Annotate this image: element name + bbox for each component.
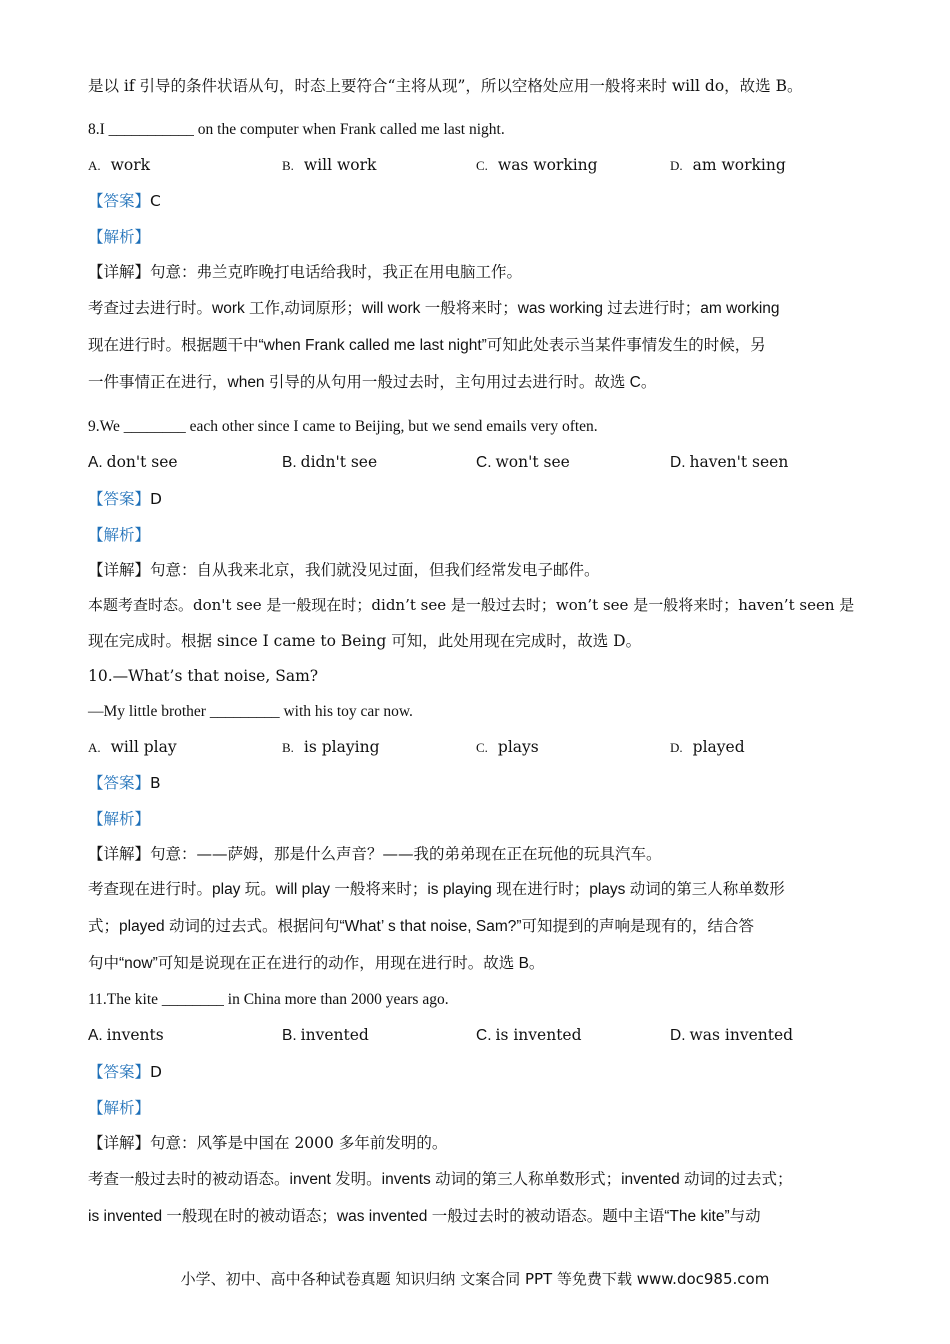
option-d[interactable] (670, 738, 745, 756)
option-text: didn't see (300, 453, 378, 471)
question-10-line-2: —My little brother _________ with his toy car now. (88, 703, 413, 720)
detail-text: 句意：风筝是中国在 2000 多年前发明的。 (150, 1134, 448, 1152)
option-d[interactable] (670, 156, 786, 174)
option-d[interactable] (670, 453, 788, 472)
option-text: invented (300, 1026, 369, 1044)
detail-q11 (88, 1133, 447, 1153)
analysis-label: 【解析】 (88, 1099, 151, 1117)
option-letter: B. (282, 158, 294, 173)
option-a[interactable] (88, 156, 150, 174)
option-text: plays (497, 738, 539, 756)
detail-q8 (88, 262, 522, 282)
detail-text: 句意：弗兰克昨晚打电话给我时，我正在用电脑工作。 (150, 263, 523, 281)
option-b[interactable] (282, 738, 380, 756)
option-letter: D. (670, 158, 683, 173)
detail-label: 【详解】 (88, 263, 151, 281)
explanation-line: 考查现在进行时。play 玩。will play 一般将来时；is playing 现在进行时；plays 动词的第三人称单数形 (88, 881, 785, 898)
answer-label: 【答案】 (88, 774, 151, 792)
answer-q10 (88, 773, 161, 793)
question-10-line-1 (88, 666, 318, 686)
explanation-line: 现在完成时。根据 since I came to Being 可知，此处用现在完成时，故选 D。 (88, 632, 642, 650)
option-letter: A. (88, 454, 103, 471)
option-letter: B. (282, 454, 297, 471)
option-c[interactable] (476, 1026, 582, 1045)
option-text: won't see (495, 453, 570, 471)
option-text: played (692, 738, 745, 756)
explanation-line: 现在进行时。根据题干中“when Frank called me last night”可知此处表示当某件事情发生的时候，另 (88, 337, 766, 354)
option-text: is playing (303, 738, 380, 756)
answer-value: B (150, 774, 161, 792)
explanation-line: is invented 一般现在时的被动语态；was invented 一般过去时的被动语态。题中主语“The kite”与动 (88, 1208, 761, 1225)
option-c[interactable] (476, 156, 598, 174)
detail-text: 句意：自从我来北京，我们就没见过面，但我们经常发电子邮件。 (150, 561, 600, 579)
option-letter: B. (282, 740, 294, 755)
question-8: 8.I ___________ on the computer when Frank called me last night. (88, 121, 505, 138)
detail-text: 句意：——萨姆，那是什么声音？——我的弟弟现在正在玩他的玩具汽车。 (150, 845, 662, 863)
option-text: am working (692, 156, 786, 174)
intro-line: 是以 if 引导的条件状语从句，时态上要符合“主将从现”，所以空格处应用一般将来时 will do，故选 B。 (88, 77, 803, 95)
option-text: don't see (106, 453, 178, 471)
option-letter: C. (476, 740, 488, 755)
option-text: is invented (495, 1026, 582, 1044)
option-letter: D. (670, 740, 683, 755)
options-q10 (88, 738, 868, 760)
option-letter: A. (88, 740, 101, 755)
option-text: work (110, 156, 151, 174)
option-text: was invented (689, 1026, 794, 1044)
option-letter: D. (670, 454, 686, 471)
options-q11 (88, 1026, 868, 1048)
option-a[interactable] (88, 453, 178, 472)
question-11: 11.The kite ________ in China more than 2000 years ago. (88, 991, 449, 1008)
explanation-line: 一件事情正在进行，when 引导的从句用一般过去时，主句用过去进行时。故选 C。 (88, 374, 657, 391)
option-letter: A. (88, 1027, 103, 1044)
explanation-line: 考查一般过去时的被动语态。invent 发明。invents 动词的第三人称单数形式；invented 动词的过去式； (88, 1171, 793, 1188)
option-c[interactable] (476, 738, 539, 756)
option-c[interactable] (476, 453, 570, 472)
option-d[interactable] (670, 1026, 793, 1045)
explanation-line: 句中“now”可知是说现在正在进行的动作，用现在进行时。故选 B。 (88, 955, 545, 972)
answer-q8 (88, 191, 161, 211)
detail-q10 (88, 844, 662, 864)
option-b[interactable] (282, 453, 377, 472)
analysis-label: 【解析】 (88, 810, 151, 828)
option-letter: B. (282, 1027, 297, 1044)
option-text: invents (106, 1026, 164, 1044)
option-b[interactable] (282, 156, 376, 174)
option-a[interactable] (88, 738, 177, 756)
options-q8 (88, 156, 868, 178)
explanation-line: 考查过去进行时。work 工作,动词原形；will work 一般将来时；was working 过去进行时；am working (88, 300, 780, 317)
option-a[interactable] (88, 1026, 164, 1045)
answer-label: 【答案】 (88, 490, 151, 508)
answer-label: 【答案】 (88, 1063, 151, 1081)
question-9: 9.We ________ each other since I came to Beijing, but we send emails very often. (88, 418, 598, 435)
answer-value: D (150, 490, 162, 508)
option-letter: C. (476, 1027, 492, 1044)
analysis-label: 【解析】 (88, 526, 151, 544)
detail-label: 【详解】 (88, 561, 151, 579)
detail-q9 (88, 560, 600, 580)
explanation-line: 式；played 动词的过去式。根据问句“What’ s that noise, Sam?”可知提到的声响是现有的，结合答 (88, 918, 755, 935)
detail-label: 【详解】 (88, 845, 151, 863)
answer-value: C (150, 192, 161, 210)
analysis-label: 【解析】 (88, 228, 151, 246)
detail-label: 【详解】 (88, 1134, 151, 1152)
answer-q9 (88, 489, 162, 509)
option-text: will work (303, 156, 377, 174)
option-letter: C. (476, 454, 492, 471)
answer-label: 【答案】 (88, 192, 151, 210)
question-text: 10.—What’s that noise, Sam? (88, 667, 319, 685)
answer-q11 (88, 1062, 162, 1082)
answer-value: D (150, 1063, 162, 1081)
option-letter: C. (476, 158, 488, 173)
explanation-line: 本题考查时态。don't see 是一般现在时；didn’t see 是一般过去时；won’t see 是一般将来时；haven’t seen 是 (88, 596, 855, 614)
option-b[interactable] (282, 1026, 369, 1045)
option-text: will play (110, 738, 177, 756)
page-footer[interactable]: 小学、初中、高中各种试卷真题 知识归纳 文案合同 PPT 等免费下载 www.doc985.com (180, 1270, 770, 1288)
option-text: was working (497, 156, 598, 174)
option-letter: D. (670, 1027, 686, 1044)
option-letter: A. (88, 158, 101, 173)
options-q9 (88, 453, 868, 475)
option-text: haven't seen (689, 453, 789, 471)
